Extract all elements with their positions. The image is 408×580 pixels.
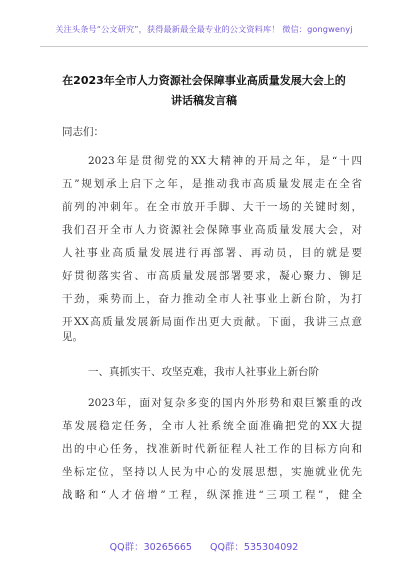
footer-qq-groups	[0, 539, 408, 553]
header-banner: 关注头条号“公文研究”，获得最新最全最专业的公文资料库！ 微信：gongwenyj	[55, 24, 353, 34]
paragraph-1-line: 人社事业高质量发展进行再部署、再动员，目的就是要	[62, 247, 362, 259]
paragraph-1-line: 开XX高质量发展新局面作出更大贡献。下面，我讲三点意	[62, 316, 362, 328]
footer-qq-group-1: QQ群：30265665	[109, 542, 192, 553]
paragraph-2-line: 2023年，面对复杂多变的国内外形势和艰巨繁重的改	[88, 397, 362, 409]
paragraph-2-line: 出的中心任务，找准新时代新征程人社工作的目标方向和	[62, 443, 362, 455]
paragraph-2-line: 战略和“人才倍增”工程，纵深推进“三项工程”，健全	[62, 489, 362, 501]
header-divider	[40, 46, 368, 47]
footer-qq-group-2: QQ群：535304092	[209, 542, 299, 553]
paragraph-1-line: 前列的冲刺年。在全市放开手脚、大干一场的关键时刻，	[62, 201, 362, 213]
document-title-line-2: 讲话稿发言稿	[171, 94, 237, 107]
paragraph-1-line: 干劲，乘势而上，奋力推动全市人社事业上新台阶，为打	[62, 293, 362, 305]
paragraph-1-line: 2023年是贯彻党的XX大精神的开局之年，是“十四	[88, 155, 362, 167]
paragraph-2-line: 坐标定位，坚持以人民为中心的发展思想，实施就业优先	[62, 466, 362, 478]
paragraph-2-line: 革发展稳定任务，全市人社系统全面准确把党的XX大提	[62, 420, 362, 432]
paragraph-1-line: 见。	[62, 331, 83, 343]
section-1-heading: 一、真抓实干、攻坚克难，我市人社事业上新台阶	[88, 366, 319, 378]
paragraph-1-line: 好贯彻落实省、市高质量发展部署要求，凝心聚力、铆足	[62, 270, 362, 282]
salutation: 同志们：	[62, 126, 104, 138]
paragraph-1-line: 五”规划承上启下之年，是推动我市高质量发展走在全省	[62, 178, 362, 190]
document-title-line-1: 在2023年全市人力资源社会保障事业高质量发展大会上的	[62, 74, 346, 87]
paragraph-1-line: 我们召开全市人力资源社会保障事业高质量发展大会，对	[62, 224, 362, 236]
